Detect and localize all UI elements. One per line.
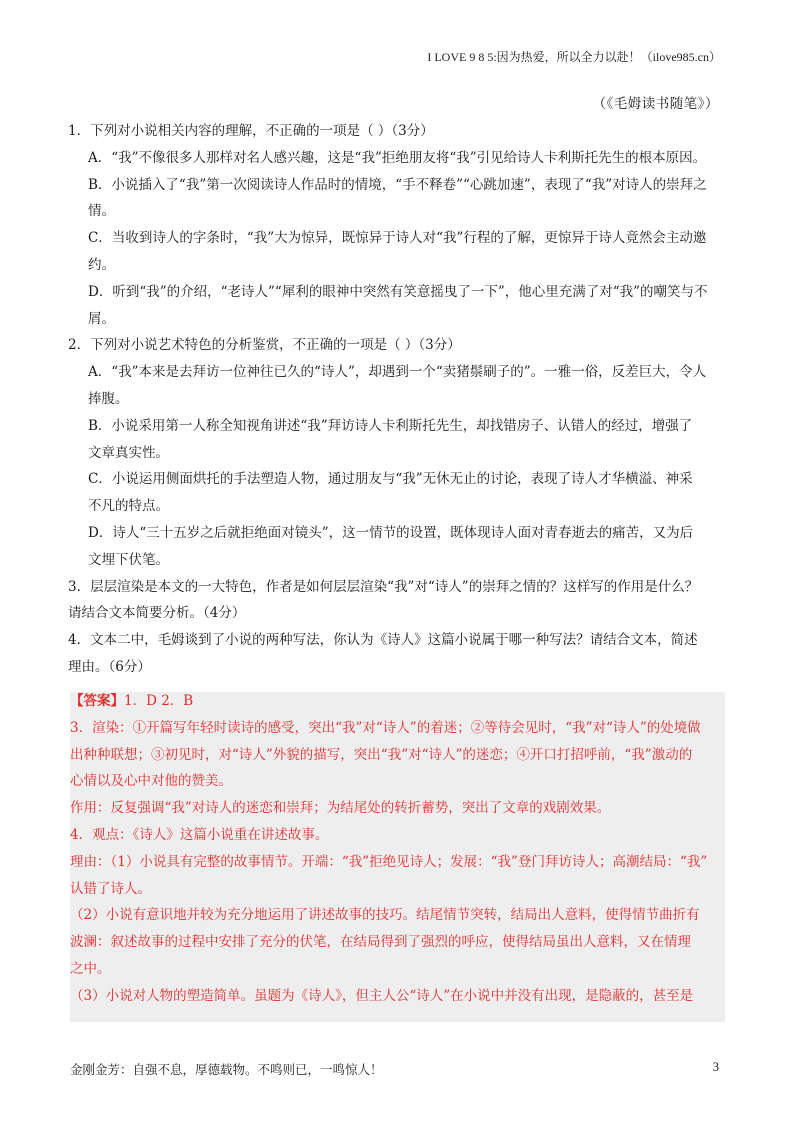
page-header: I LOVE 9 8 5:因为热爱，所以全力以赴！（ilove985.cn） xyxy=(427,50,721,64)
answer-line: 作用：反复强调“我”对诗人的迷恋和崇拜；为结尾处的转折蓄势，突出了文章的戏剧效果。 xyxy=(70,800,611,817)
answer-first-line xyxy=(70,688,724,715)
q1-option-b: B．小说插入了“我”第一次阅读诗人作品时的情境，“手不释卷”“心跳加速”，表现了“我”对诗人的崇拜之 xyxy=(88,176,707,193)
page-number: 3 xyxy=(712,1060,719,1074)
q2-option-d-cont: 文埋下伏笔。 xyxy=(88,551,169,568)
q1-option-c-cont: 约。 xyxy=(88,256,115,273)
question-4-stem-cont: 理由。（6分） xyxy=(68,658,151,675)
q2-option-c-cont: 不凡的特点。 xyxy=(88,498,169,515)
answer-line: 心情以及心中对他的赞美。 xyxy=(70,773,232,790)
answer-line: 波澜：叙述故事的过程中安排了充分的伏笔，在结局得到了强烈的呼应，使得结局虽出人意料，又在情理 xyxy=(70,934,691,951)
answer-line: （3）小说对人物的塑造简单。虽题为《诗人》，但主人公“诗人”在小说中并没有出现，是隐蔽的，甚至是 xyxy=(70,987,694,1004)
question-1-stem: 1．下列对小说相关内容的理解，不正确的一项是（ ）（3分） xyxy=(68,123,434,139)
q2-option-d: D．诗人“三十五岁之后就拒绝面对镜头”，这一情节的设置，既体现诗人面对青春逝去的痛苦，又为后 xyxy=(88,524,694,541)
question-3-stem-cont: 请结合文本简要分析。（4分） xyxy=(68,605,246,622)
q2-option-c: C．小说运用侧面烘托的手法塑造人物，通过朋友与“我”无休无止的讨论，表现了诗人才华横溢、神采 xyxy=(88,471,693,488)
q2-option-b-cont: 文章真实性。 xyxy=(88,444,169,461)
q2-option-a-cont: 捧腹。 xyxy=(88,390,129,407)
footer-motto: 金刚金芳：自强不息，厚德载物。不鸣则已，一鸣惊人！ xyxy=(70,1062,383,1077)
answer-line: （2）小说有意识地并较为充分地运用了讲述故事的技巧。结尾情节突转，结局出人意料，使得情节曲折有 xyxy=(70,907,700,924)
q1-option-d-cont: 屑。 xyxy=(88,310,115,327)
q1-option-d: D．听到“我”的介绍，“老诗人”“犀利的眼神中突然有笑意摇曳了一下”，他心里充满了对“我”的嘲笑与不 xyxy=(88,283,708,300)
q2-option-b: B．小说采用第一人称全知视角讲述“我”拜访诗人卡利斯托先生，却找错房子、认错人的经过，增强了 xyxy=(88,417,693,434)
q1-option-b-cont: 情。 xyxy=(88,203,115,220)
q1-option-c: C．当收到诗人的字条时，“我”大为惊异，既惊异于诗人对“我”行程的了解，更惊异于诗人竟然会主动邀 xyxy=(88,230,707,247)
answer-line: 之中。 xyxy=(70,960,111,977)
question-2-stem: 2．下列对小说艺术特色的分析鉴赏，不正确的一项是（ ）（3分） xyxy=(68,337,461,354)
question-4-stem: 4．文本二中，毛姆谈到了小说的两种写法，你认为《诗人》这篇小说属于哪一种写法？请结合文本，简述 xyxy=(68,632,698,649)
answer-line: 理由：（1）小说具有完整的故事情节。开端：“我”拒绝见诗人；发展：“我”登门拜访诗人；高潮结局：“我” xyxy=(70,853,708,870)
question-3-stem: 3．层层渲染是本文的一大特色，作者是如何层层渲染“我”对“诗人”的崇拜之情的？这样写的作用是什么？ xyxy=(68,578,699,595)
answer-tag: 【答案】 xyxy=(70,693,124,709)
answer-line: 认错了诗人。 xyxy=(70,880,151,897)
answer-line: 4．观点：《诗人》这篇小说重在讲述故事。 xyxy=(70,826,329,843)
answer-section xyxy=(70,688,724,1010)
answer-line: 出种种联想；③初见时，对“诗人”外貌的描写，突出“我”对“诗人”的迷恋；④开口打招呼前，“我”激动的 xyxy=(70,746,693,763)
answer-choices: 1．D 2．B xyxy=(124,693,194,709)
q2-option-a: A．“我”本来是去拜访一位神往已久的“诗人”，却遇到一个“卖猪鬃刷子的”。一雅一俗，反差巨大，令人 xyxy=(88,364,707,381)
questions-section xyxy=(64,118,726,681)
answer-line: 3．渲染：①开篇写年轻时读诗的感受，突出“我”对“诗人”的着迷；②等待会见时，“我”对“诗人”的处境做 xyxy=(70,719,701,736)
q1-option-a: A．“我”不像很多人那样对名人感兴趣，这是“我”拒绝朋友将“我”引见给诗人卡利斯托先生的根本原因。 xyxy=(88,149,707,166)
source-citation: （《毛姆读书随笔》） xyxy=(592,96,719,112)
